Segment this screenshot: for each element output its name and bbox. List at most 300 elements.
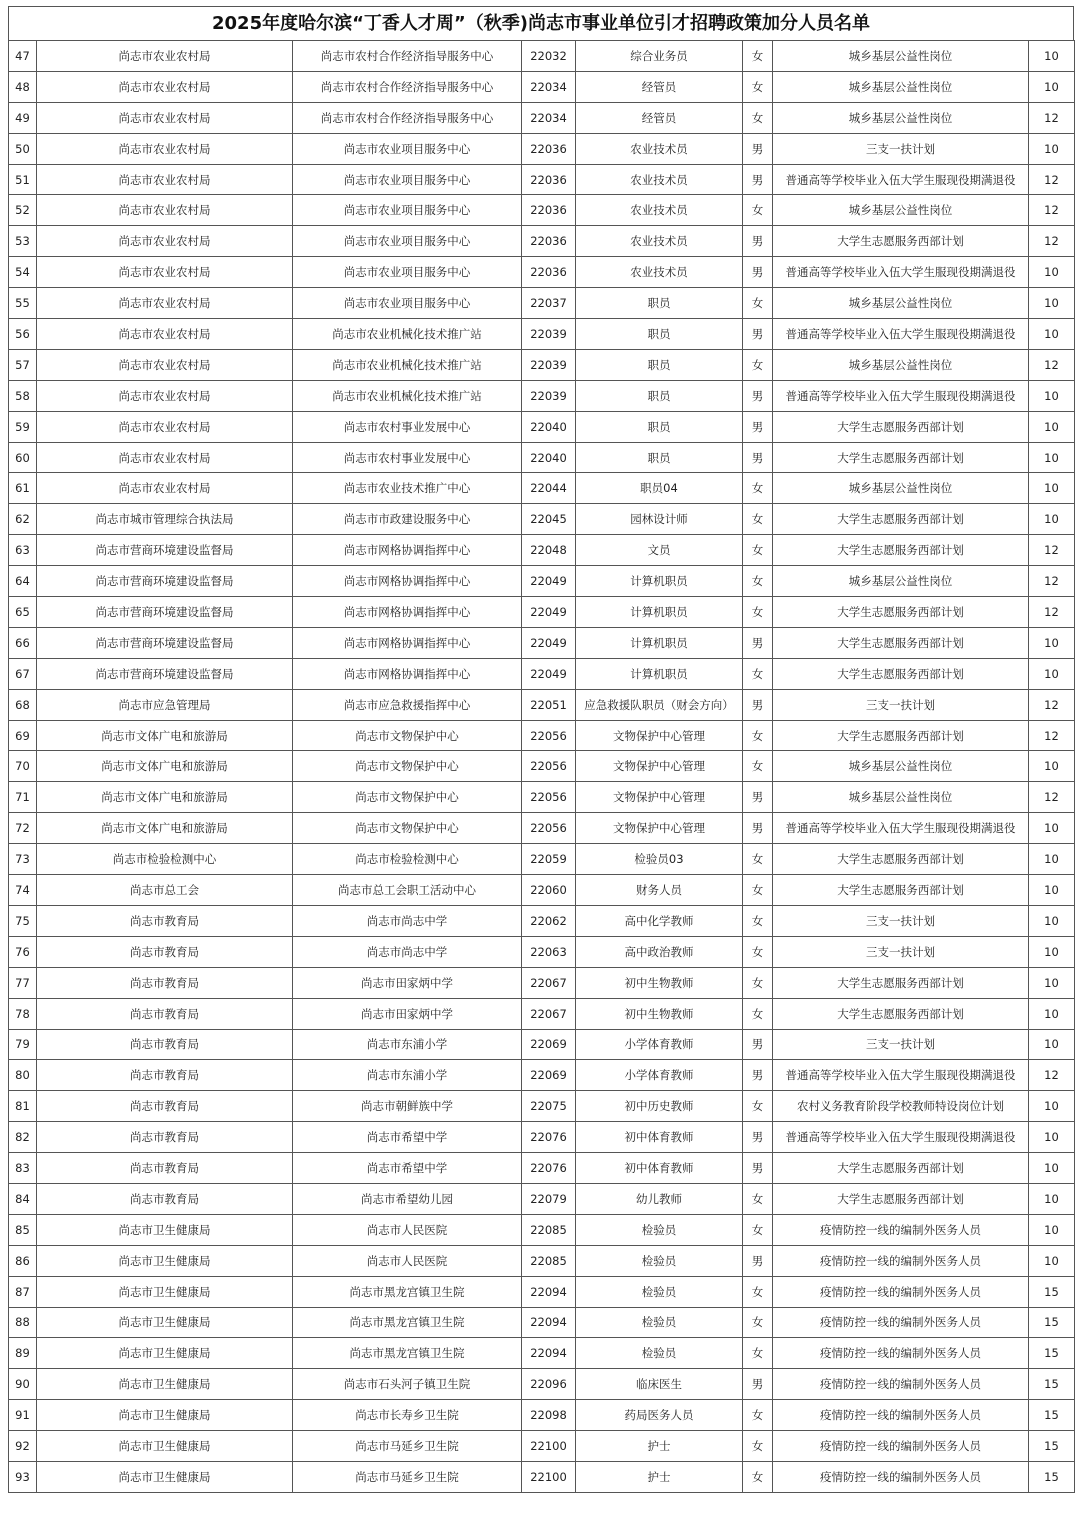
table-row — [9, 1122, 1075, 1153]
bonus-points: 12 — [1029, 226, 1075, 257]
position-name: 农业技术员 — [576, 164, 743, 195]
bonus-category: 大学生志愿服务西部计划 — [773, 535, 1029, 566]
position-name: 检验员 — [576, 1307, 743, 1338]
row-number: 57 — [9, 349, 37, 380]
bonus-category: 大学生志愿服务西部计划 — [773, 226, 1029, 257]
gender: 女 — [743, 1214, 773, 1245]
position-name: 检验员 — [576, 1338, 743, 1369]
table-row — [9, 627, 1075, 658]
bonus-points: 10 — [1029, 319, 1075, 350]
employer-unit: 尚志市长寿乡卫生院 — [293, 1400, 522, 1431]
bonus-category: 大学生志愿服务西部计划 — [773, 442, 1029, 473]
employer-unit: 尚志市农业技术推广中心 — [293, 473, 522, 504]
row-number: 89 — [9, 1338, 37, 1369]
position-name: 初中体育教师 — [576, 1122, 743, 1153]
department: 尚志市农业农村局 — [37, 195, 293, 226]
position-code: 22032 — [522, 41, 576, 72]
position-name: 计算机职员 — [576, 658, 743, 689]
position-code: 22040 — [522, 411, 576, 442]
table-row — [9, 1369, 1075, 1400]
employer-unit: 尚志市农村事业发展中心 — [293, 442, 522, 473]
bonus-category: 城乡基层公益性岗位 — [773, 751, 1029, 782]
position-code: 22049 — [522, 597, 576, 628]
position-name: 小学体育教师 — [576, 1029, 743, 1060]
row-number: 82 — [9, 1122, 37, 1153]
table-row — [9, 411, 1075, 442]
bonus-points: 10 — [1029, 442, 1075, 473]
gender: 女 — [743, 1183, 773, 1214]
department: 尚志市文体广电和旅游局 — [37, 751, 293, 782]
department: 尚志市营商环境建设监督局 — [37, 535, 293, 566]
gender: 男 — [743, 226, 773, 257]
position-code: 22036 — [522, 164, 576, 195]
position-name: 财务人员 — [576, 875, 743, 906]
department: 尚志市教育局 — [37, 1183, 293, 1214]
gender: 男 — [743, 442, 773, 473]
employer-unit: 尚志市希望中学 — [293, 1122, 522, 1153]
table-row — [9, 1060, 1075, 1091]
gender: 女 — [743, 597, 773, 628]
employer-unit: 尚志市农业项目服务中心 — [293, 195, 522, 226]
roster-table — [8, 40, 1075, 1493]
bonus-points: 10 — [1029, 504, 1075, 535]
department: 尚志市卫生健康局 — [37, 1461, 293, 1492]
gender: 女 — [743, 71, 773, 102]
gender: 女 — [743, 1400, 773, 1431]
gender: 女 — [743, 1431, 773, 1462]
bonus-points: 12 — [1029, 535, 1075, 566]
table-row — [9, 658, 1075, 689]
position-name: 园林设计师 — [576, 504, 743, 535]
table-row — [9, 504, 1075, 535]
position-name: 农业技术员 — [576, 226, 743, 257]
gender: 男 — [743, 1153, 773, 1184]
bonus-category: 疫情防控一线的编制外医务人员 — [773, 1338, 1029, 1369]
employer-unit: 尚志市网格协调指挥中心 — [293, 535, 522, 566]
bonus-category: 三支一扶计划 — [773, 133, 1029, 164]
position-code: 22096 — [522, 1369, 576, 1400]
bonus-points: 15 — [1029, 1338, 1075, 1369]
department: 尚志市农业农村局 — [37, 411, 293, 442]
row-number: 69 — [9, 720, 37, 751]
department: 尚志市城市管理综合执法局 — [37, 504, 293, 535]
bonus-points: 10 — [1029, 1153, 1075, 1184]
bonus-category: 疫情防控一线的编制外医务人员 — [773, 1276, 1029, 1307]
row-number: 72 — [9, 813, 37, 844]
position-code: 22045 — [522, 504, 576, 535]
row-number: 76 — [9, 936, 37, 967]
position-code: 22094 — [522, 1307, 576, 1338]
bonus-points: 10 — [1029, 257, 1075, 288]
department: 尚志市教育局 — [37, 1029, 293, 1060]
table-row — [9, 1245, 1075, 1276]
bonus-points: 10 — [1029, 844, 1075, 875]
gender: 女 — [743, 1276, 773, 1307]
bonus-category: 三支一扶计划 — [773, 1029, 1029, 1060]
bonus-category: 普通高等学校毕业入伍大学生服现役期满退役 — [773, 319, 1029, 350]
employer-unit: 尚志市马延乡卫生院 — [293, 1431, 522, 1462]
position-name: 文物保护中心管理 — [576, 782, 743, 813]
gender: 女 — [743, 875, 773, 906]
gender: 女 — [743, 751, 773, 782]
table-row — [9, 1029, 1075, 1060]
row-number: 63 — [9, 535, 37, 566]
gender: 男 — [743, 689, 773, 720]
employer-unit: 尚志市东浦小学 — [293, 1029, 522, 1060]
employer-unit: 尚志市农业项目服务中心 — [293, 257, 522, 288]
table-row — [9, 1338, 1075, 1369]
row-number: 49 — [9, 102, 37, 133]
row-number: 70 — [9, 751, 37, 782]
department: 尚志市农业农村局 — [37, 164, 293, 195]
bonus-points: 10 — [1029, 1122, 1075, 1153]
roster-body — [9, 41, 1075, 1493]
gender: 女 — [743, 1338, 773, 1369]
bonus-points: 10 — [1029, 627, 1075, 658]
department: 尚志市卫生健康局 — [37, 1338, 293, 1369]
row-number: 71 — [9, 782, 37, 813]
department: 尚志市农业农村局 — [37, 319, 293, 350]
table-row — [9, 936, 1075, 967]
bonus-category: 三支一扶计划 — [773, 689, 1029, 720]
gender: 男 — [743, 380, 773, 411]
department: 尚志市教育局 — [37, 905, 293, 936]
position-code: 22039 — [522, 319, 576, 350]
gender: 男 — [743, 133, 773, 164]
bonus-points: 10 — [1029, 71, 1075, 102]
row-number: 53 — [9, 226, 37, 257]
table-row — [9, 813, 1075, 844]
position-code: 22049 — [522, 566, 576, 597]
table-row — [9, 71, 1075, 102]
table-row — [9, 164, 1075, 195]
bonus-points: 15 — [1029, 1369, 1075, 1400]
employer-unit: 尚志市文物保护中心 — [293, 720, 522, 751]
row-number: 64 — [9, 566, 37, 597]
position-code: 22048 — [522, 535, 576, 566]
position-code: 22085 — [522, 1214, 576, 1245]
bonus-points: 12 — [1029, 164, 1075, 195]
gender: 男 — [743, 257, 773, 288]
position-code: 22051 — [522, 689, 576, 720]
employer-unit: 尚志市黑龙宫镇卫生院 — [293, 1338, 522, 1369]
row-number: 90 — [9, 1369, 37, 1400]
gender: 女 — [743, 349, 773, 380]
row-number: 55 — [9, 288, 37, 319]
table-row — [9, 41, 1075, 72]
table-row — [9, 597, 1075, 628]
position-name: 职员04 — [576, 473, 743, 504]
gender: 女 — [743, 905, 773, 936]
row-number: 66 — [9, 627, 37, 658]
position-code: 22036 — [522, 195, 576, 226]
row-number: 62 — [9, 504, 37, 535]
bonus-category: 疫情防控一线的编制外医务人员 — [773, 1431, 1029, 1462]
department: 尚志市卫生健康局 — [37, 1400, 293, 1431]
bonus-points: 10 — [1029, 936, 1075, 967]
department: 尚志市文体广电和旅游局 — [37, 720, 293, 751]
position-code: 22075 — [522, 1091, 576, 1122]
bonus-points: 10 — [1029, 1183, 1075, 1214]
bonus-points: 10 — [1029, 658, 1075, 689]
bonus-category: 城乡基层公益性岗位 — [773, 349, 1029, 380]
employer-unit: 尚志市田家炳中学 — [293, 967, 522, 998]
employer-unit: 尚志市网格协调指挥中心 — [293, 566, 522, 597]
table-row — [9, 102, 1075, 133]
table-row — [9, 288, 1075, 319]
department: 尚志市农业农村局 — [37, 226, 293, 257]
gender: 女 — [743, 936, 773, 967]
bonus-category: 城乡基层公益性岗位 — [773, 566, 1029, 597]
bonus-category: 城乡基层公益性岗位 — [773, 473, 1029, 504]
bonus-category: 大学生志愿服务西部计划 — [773, 1153, 1029, 1184]
gender: 男 — [743, 319, 773, 350]
department: 尚志市教育局 — [37, 1060, 293, 1091]
position-code: 22094 — [522, 1276, 576, 1307]
bonus-points: 10 — [1029, 41, 1075, 72]
row-number: 83 — [9, 1153, 37, 1184]
gender: 女 — [743, 844, 773, 875]
table-row — [9, 1307, 1075, 1338]
table-row — [9, 226, 1075, 257]
bonus-category: 大学生志愿服务西部计划 — [773, 1183, 1029, 1214]
row-number: 87 — [9, 1276, 37, 1307]
department: 尚志市卫生健康局 — [37, 1431, 293, 1462]
table-row — [9, 844, 1075, 875]
page-title: 2025年度哈尔滨“丁香人才周”（秋季)尚志市事业单位引才招聘政策加分人员名单 — [8, 6, 1074, 40]
bonus-category: 城乡基层公益性岗位 — [773, 41, 1029, 72]
bonus-points: 12 — [1029, 782, 1075, 813]
position-name: 计算机职员 — [576, 597, 743, 628]
bonus-category: 大学生志愿服务西部计划 — [773, 627, 1029, 658]
position-name: 农业技术员 — [576, 133, 743, 164]
table-row — [9, 133, 1075, 164]
table-row — [9, 257, 1075, 288]
position-name: 初中生物教师 — [576, 967, 743, 998]
bonus-category: 城乡基层公益性岗位 — [773, 102, 1029, 133]
employer-unit: 尚志市希望中学 — [293, 1153, 522, 1184]
department: 尚志市教育局 — [37, 1153, 293, 1184]
department: 尚志市应急管理局 — [37, 689, 293, 720]
position-code: 22079 — [522, 1183, 576, 1214]
bonus-points: 12 — [1029, 720, 1075, 751]
bonus-points: 10 — [1029, 288, 1075, 319]
gender: 女 — [743, 967, 773, 998]
position-code: 22049 — [522, 658, 576, 689]
employer-unit: 尚志市网格协调指挥中心 — [293, 597, 522, 628]
bonus-category: 普通高等学校毕业入伍大学生服现役期满退役 — [773, 813, 1029, 844]
row-number: 88 — [9, 1307, 37, 1338]
position-code: 22100 — [522, 1431, 576, 1462]
bonus-points: 10 — [1029, 751, 1075, 782]
position-name: 文物保护中心管理 — [576, 813, 743, 844]
position-name: 职员 — [576, 349, 743, 380]
department: 尚志市教育局 — [37, 967, 293, 998]
bonus-points: 10 — [1029, 875, 1075, 906]
bonus-category: 普通高等学校毕业入伍大学生服现役期满退役 — [773, 1122, 1029, 1153]
table-row — [9, 751, 1075, 782]
department: 尚志市营商环境建设监督局 — [37, 627, 293, 658]
position-name: 应急救援队职员（财会方向） — [576, 689, 743, 720]
employer-unit: 尚志市希望幼儿园 — [293, 1183, 522, 1214]
position-name: 药局医务人员 — [576, 1400, 743, 1431]
position-name: 初中历史教师 — [576, 1091, 743, 1122]
gender: 男 — [743, 1369, 773, 1400]
row-number: 61 — [9, 473, 37, 504]
employer-unit: 尚志市农业机械化技术推广站 — [293, 349, 522, 380]
gender: 男 — [743, 164, 773, 195]
bonus-points: 12 — [1029, 195, 1075, 226]
position-name: 文物保护中心管理 — [576, 751, 743, 782]
row-number: 79 — [9, 1029, 37, 1060]
bonus-points: 10 — [1029, 473, 1075, 504]
row-number: 92 — [9, 1431, 37, 1462]
row-number: 58 — [9, 380, 37, 411]
employer-unit: 尚志市应急救援指挥中心 — [293, 689, 522, 720]
employer-unit: 尚志市黑龙宫镇卫生院 — [293, 1276, 522, 1307]
bonus-category: 城乡基层公益性岗位 — [773, 782, 1029, 813]
row-number: 85 — [9, 1214, 37, 1245]
position-code: 22069 — [522, 1029, 576, 1060]
employer-unit: 尚志市东浦小学 — [293, 1060, 522, 1091]
bonus-category: 大学生志愿服务西部计划 — [773, 967, 1029, 998]
gender: 男 — [743, 1122, 773, 1153]
gender: 男 — [743, 813, 773, 844]
table-row — [9, 1431, 1075, 1462]
bonus-category: 三支一扶计划 — [773, 936, 1029, 967]
bonus-category: 大学生志愿服务西部计划 — [773, 998, 1029, 1029]
position-name: 初中生物教师 — [576, 998, 743, 1029]
bonus-points: 10 — [1029, 133, 1075, 164]
table-row — [9, 967, 1075, 998]
position-code: 22094 — [522, 1338, 576, 1369]
bonus-category: 普通高等学校毕业入伍大学生服现役期满退役 — [773, 164, 1029, 195]
position-code: 22062 — [522, 905, 576, 936]
bonus-category: 普通高等学校毕业入伍大学生服现役期满退役 — [773, 1060, 1029, 1091]
position-name: 综合业务员 — [576, 41, 743, 72]
gender: 女 — [743, 566, 773, 597]
department: 尚志市营商环境建设监督局 — [37, 566, 293, 597]
employer-unit: 尚志市文物保护中心 — [293, 751, 522, 782]
department: 尚志市卫生健康局 — [37, 1245, 293, 1276]
bonus-category: 城乡基层公益性岗位 — [773, 288, 1029, 319]
employer-unit: 尚志市网格协调指挥中心 — [293, 627, 522, 658]
bonus-points: 12 — [1029, 689, 1075, 720]
bonus-category: 城乡基层公益性岗位 — [773, 71, 1029, 102]
position-code: 22036 — [522, 257, 576, 288]
table-row — [9, 998, 1075, 1029]
bonus-points: 15 — [1029, 1461, 1075, 1492]
gender: 女 — [743, 41, 773, 72]
position-code: 22063 — [522, 936, 576, 967]
position-code: 22076 — [522, 1153, 576, 1184]
gender: 女 — [743, 504, 773, 535]
row-number: 48 — [9, 71, 37, 102]
position-name: 护士 — [576, 1431, 743, 1462]
department: 尚志市教育局 — [37, 998, 293, 1029]
position-code: 22049 — [522, 627, 576, 658]
gender: 男 — [743, 627, 773, 658]
department: 尚志市农业农村局 — [37, 133, 293, 164]
department: 尚志市卫生健康局 — [37, 1276, 293, 1307]
employer-unit: 尚志市农业项目服务中心 — [293, 133, 522, 164]
row-number: 50 — [9, 133, 37, 164]
table-row — [9, 875, 1075, 906]
employer-unit: 尚志市人民医院 — [293, 1214, 522, 1245]
table-row — [9, 473, 1075, 504]
gender: 女 — [743, 288, 773, 319]
table-row — [9, 720, 1075, 751]
bonus-points: 12 — [1029, 597, 1075, 628]
position-code: 22085 — [522, 1245, 576, 1276]
employer-unit: 尚志市农业项目服务中心 — [293, 288, 522, 319]
employer-unit: 尚志市田家炳中学 — [293, 998, 522, 1029]
position-code: 22076 — [522, 1122, 576, 1153]
department: 尚志市教育局 — [37, 1091, 293, 1122]
gender: 男 — [743, 411, 773, 442]
employer-unit: 尚志市尚志中学 — [293, 936, 522, 967]
bonus-points: 15 — [1029, 1276, 1075, 1307]
row-number: 91 — [9, 1400, 37, 1431]
table-row — [9, 1461, 1075, 1492]
department: 尚志市教育局 — [37, 1122, 293, 1153]
row-number: 54 — [9, 257, 37, 288]
table-row — [9, 566, 1075, 597]
bonus-category: 疫情防控一线的编制外医务人员 — [773, 1400, 1029, 1431]
employer-unit: 尚志市石头河子镇卫生院 — [293, 1369, 522, 1400]
bonus-points: 10 — [1029, 1245, 1075, 1276]
position-code: 22067 — [522, 998, 576, 1029]
bonus-points: 10 — [1029, 813, 1075, 844]
gender: 男 — [743, 1029, 773, 1060]
department: 尚志市卫生健康局 — [37, 1307, 293, 1338]
gender: 女 — [743, 1461, 773, 1492]
position-name: 检验员 — [576, 1245, 743, 1276]
position-name: 护士 — [576, 1461, 743, 1492]
bonus-points: 12 — [1029, 566, 1075, 597]
bonus-category: 大学生志愿服务西部计划 — [773, 844, 1029, 875]
employer-unit: 尚志市总工会职工活动中心 — [293, 875, 522, 906]
department: 尚志市总工会 — [37, 875, 293, 906]
department: 尚志市文体广电和旅游局 — [37, 813, 293, 844]
position-name: 计算机职员 — [576, 566, 743, 597]
gender: 女 — [743, 658, 773, 689]
gender: 女 — [743, 998, 773, 1029]
table-row — [9, 442, 1075, 473]
gender: 女 — [743, 1307, 773, 1338]
position-name: 职员 — [576, 288, 743, 319]
gender: 男 — [743, 1060, 773, 1091]
position-code: 22056 — [522, 782, 576, 813]
gender: 女 — [743, 535, 773, 566]
position-name: 临床医生 — [576, 1369, 743, 1400]
bonus-points: 10 — [1029, 1214, 1075, 1245]
department: 尚志市农业农村局 — [37, 442, 293, 473]
row-number: 73 — [9, 844, 37, 875]
employer-unit: 尚志市农业项目服务中心 — [293, 164, 522, 195]
position-code: 22069 — [522, 1060, 576, 1091]
department: 尚志市农业农村局 — [37, 41, 293, 72]
table-row — [9, 1153, 1075, 1184]
table-row — [9, 349, 1075, 380]
row-number: 59 — [9, 411, 37, 442]
bonus-category: 疫情防控一线的编制外医务人员 — [773, 1461, 1029, 1492]
employer-unit: 尚志市农业项目服务中心 — [293, 226, 522, 257]
table-row — [9, 319, 1075, 350]
gender: 女 — [743, 473, 773, 504]
position-name: 计算机职员 — [576, 627, 743, 658]
department: 尚志市营商环境建设监督局 — [37, 658, 293, 689]
